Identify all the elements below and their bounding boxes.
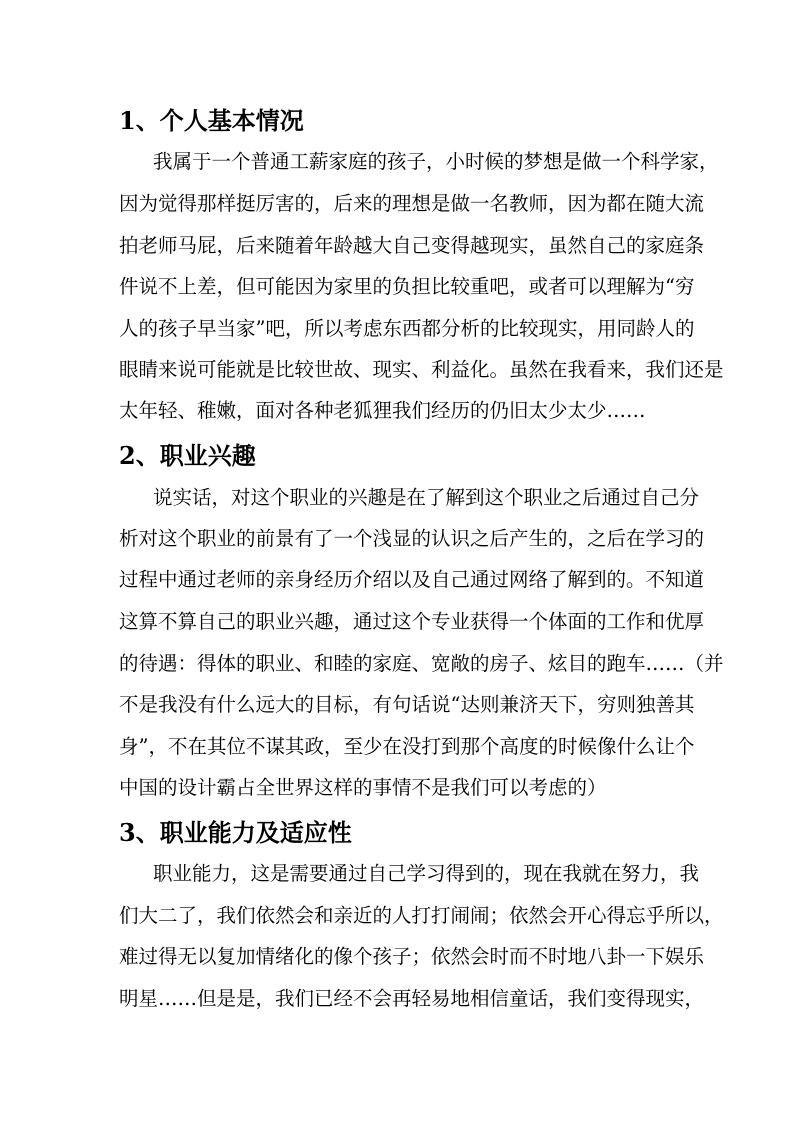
paragraph-line: 太年轻、稚嫩，面对各种老狐狸我们经历的仍旧太少太少…… <box>119 399 646 422</box>
paragraph-line: 我属于一个普通工薪家庭的孩子，小时候的梦想是做一个科学家， <box>153 150 719 173</box>
paragraph-line: 们大二了，我们依然会和亲近的人打打闹闹；依然会开心得忘乎所以， <box>119 904 724 927</box>
paragraph-line: 人的孩子早当家”吧，所以考虑东西都分析的比较现实，用同龄人的 <box>119 317 695 340</box>
paragraph-line: 身”，不在其位不谋其政，至少在没打到那个高度的时候像什么让个 <box>119 735 695 758</box>
paragraph-line: 件说不上差，但可能因为家里的负担比较重吧，或者可以理解为“穷 <box>119 275 695 298</box>
paragraph-line: 中国的设计霸占全世界这样的事情不是我们可以考虑的） <box>119 776 607 799</box>
paragraph-line: 这算不算自己的职业兴趣，通过这个专业获得一个体面的工作和优厚 <box>119 610 705 633</box>
paragraph-line: 拍老师马屁，后来随着年龄越大自己变得越现实，虽然自己的家庭条 <box>119 234 705 257</box>
section-heading-career-ability: 3、职业能力及适应性 <box>119 818 352 847</box>
paragraph-line: 的待遇：得体的职业、和睦的家庭、宽敞的房子、炫目的跑车……（并 <box>119 652 724 675</box>
paragraph-line: 因为觉得那样挺厉害的，后来的理想是做一名教师，因为都在随大流 <box>119 192 705 215</box>
paragraph-line: 职业能力，这是需要通过自己学习得到的，现在我就在努力，我 <box>153 862 700 885</box>
paragraph-line: 难过得无以复加情绪化的像个孩子；依然会时而不时地八卦一下娱乐 <box>119 945 705 968</box>
section-heading-personal-situation: 1、个人基本情况 <box>119 106 304 135</box>
section-heading-career-interest: 2、职业兴趣 <box>119 441 256 470</box>
paragraph-line: 明星……但是是，我们已经不会再轻易地相信童话，我们变得现实， <box>119 987 705 1010</box>
paragraph-line: 说实话，对这个职业的兴趣是在了解到这个职业之后通过自己分 <box>153 486 700 509</box>
paragraph-line: 过程中通过老师的亲身经历介绍以及自己通过网络了解到的。不知道 <box>119 568 705 591</box>
paragraph-line: 不是我没有什么远大的目标，有句话说“达则兼济天下，穷则独善其 <box>119 693 695 716</box>
paragraph-line: 析对这个职业的前景有了一个浅显的认识之后产生的，之后在学习的 <box>119 527 705 550</box>
paragraph-line: 眼睛来说可能就是比较世故、现实、利益化。虽然在我看来，我们还是 <box>119 358 724 381</box>
